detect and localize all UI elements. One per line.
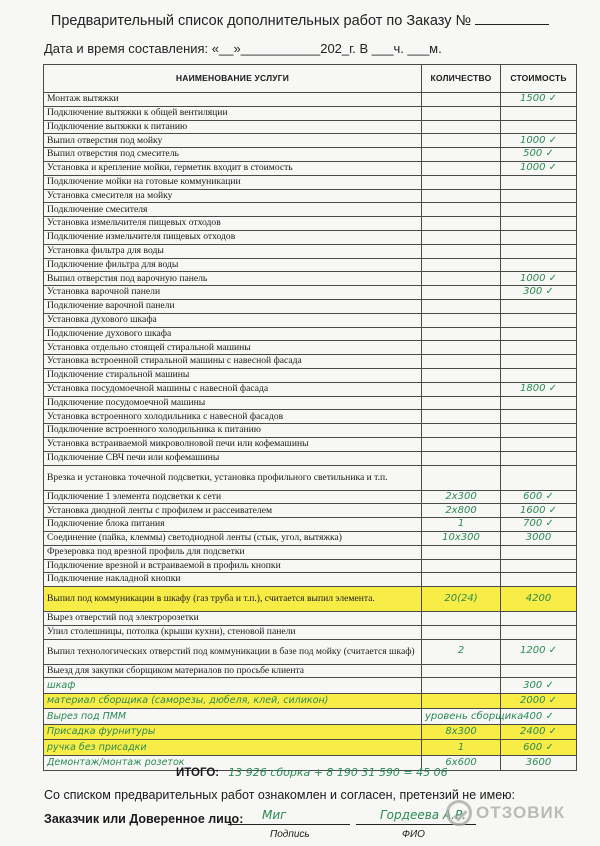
handwritten-signature: Миг xyxy=(262,808,287,822)
row-quantity-cell xyxy=(422,368,501,382)
table-row xyxy=(44,161,577,175)
table-row xyxy=(44,93,577,107)
table-row xyxy=(44,382,577,396)
signature-line xyxy=(228,824,350,825)
row-cost-cell: 600 ✓ xyxy=(501,740,577,756)
table-row xyxy=(44,451,577,465)
total-label: ИТОГО: xyxy=(176,767,220,779)
row-cost-cell: 500 ✓ xyxy=(501,148,577,162)
row-quantity-cell xyxy=(422,341,501,355)
row-quantity-cell xyxy=(422,189,501,203)
row-quantity-cell xyxy=(422,148,501,162)
row-service-cell: Выпил отверстия под варочную панель xyxy=(44,272,422,286)
row-service-cell: материал сборщика (саморезы, дюбеля, клей, силикон) xyxy=(44,693,422,709)
row-cost-cell: 3600 xyxy=(501,755,577,771)
services-table xyxy=(43,64,577,771)
table-row xyxy=(44,244,577,258)
row-quantity-cell: 2х800 xyxy=(422,504,501,518)
row-cost-cell xyxy=(501,203,577,217)
row-service-cell: Врезка и установка точечной подсветки, установка профильного светильника и т.п. xyxy=(44,465,422,490)
row-cost-cell xyxy=(501,217,577,231)
row-service-cell: шкаф xyxy=(44,678,422,694)
table-row xyxy=(44,740,577,756)
row-service-cell: Подключение вытяжки к питанию xyxy=(44,120,422,134)
row-cost-cell xyxy=(501,299,577,313)
table-row xyxy=(44,272,577,286)
row-service-cell: Установка встраиваемой микроволновой печи или кофемашины xyxy=(44,437,422,451)
row-quantity-cell: 2х300 xyxy=(422,490,501,504)
row-cost-cell xyxy=(501,451,577,465)
row-service-cell: Установка фильтра для воды xyxy=(44,244,422,258)
row-cost-cell xyxy=(501,437,577,451)
table-header-row xyxy=(44,65,577,93)
row-service-cell: Вырез под ПММ xyxy=(44,709,422,725)
table-row xyxy=(44,724,577,740)
row-service-cell: Вырез отверстий под электророзетки xyxy=(44,612,422,626)
table-row xyxy=(44,545,577,559)
row-cost-cell: 3000 xyxy=(501,531,577,545)
table-row xyxy=(44,203,577,217)
row-cost-cell: 4200 xyxy=(501,587,577,612)
table-row xyxy=(44,693,577,709)
table-row xyxy=(44,286,577,300)
row-service-cell: Выпил под коммуникации в шкафу (газ труба и т.п.), считается выпил элемента. xyxy=(44,587,422,612)
row-quantity-cell xyxy=(422,230,501,244)
row-cost-cell xyxy=(501,573,577,587)
table-row xyxy=(44,518,577,532)
table-row xyxy=(44,175,577,189)
table-row xyxy=(44,490,577,504)
row-cost-cell xyxy=(501,465,577,490)
row-cost-cell xyxy=(501,175,577,189)
row-service-cell: Выпил отверстия под смеситель xyxy=(44,148,422,162)
table-row xyxy=(44,612,577,626)
row-service-cell: Подключение СВЧ печи или кофемашины xyxy=(44,451,422,465)
row-service-cell: Подключение вытяжки к общей вентиляции xyxy=(44,106,422,120)
table-row xyxy=(44,120,577,134)
table-row xyxy=(44,531,577,545)
table-row xyxy=(44,410,577,424)
row-quantity-cell xyxy=(422,244,501,258)
table-row xyxy=(44,313,577,327)
row-service-cell: Установка варочной панели xyxy=(44,286,422,300)
row-quantity-cell xyxy=(422,612,501,626)
row-quantity-cell: 10х300 xyxy=(422,531,501,545)
row-service-cell: Соединение (пайка, клеммы) светодиодной ленты (стык, угол, вытяжка) xyxy=(44,531,422,545)
table-row xyxy=(44,437,577,451)
row-service-cell: Установка смесителя на мойку xyxy=(44,189,422,203)
row-quantity-cell xyxy=(422,286,501,300)
row-service-cell: Установка отдельно стоящей стиральной машины xyxy=(44,341,422,355)
row-cost-cell xyxy=(501,396,577,410)
row-service-cell: Подключение мойки на готовые коммуникации xyxy=(44,175,422,189)
order-number-blank xyxy=(475,13,549,25)
row-quantity-cell xyxy=(422,678,501,694)
table-row xyxy=(44,299,577,313)
row-service-cell: Установка диодной ленты с профилем и рассеивателем xyxy=(44,504,422,518)
row-cost-cell xyxy=(501,313,577,327)
row-service-cell: Подключение духового шкафа xyxy=(44,327,422,341)
row-quantity-cell xyxy=(422,299,501,313)
table-row xyxy=(44,396,577,410)
row-quantity-cell: 6х600 xyxy=(422,755,501,771)
watermark-text: ОТЗОВИК xyxy=(476,803,566,822)
table-row xyxy=(44,355,577,369)
row-cost-cell xyxy=(501,341,577,355)
row-cost-cell xyxy=(501,189,577,203)
row-cost-cell: 1200 ✓ xyxy=(501,639,577,664)
row-quantity-cell xyxy=(422,559,501,573)
row-quantity-cell xyxy=(422,203,501,217)
table-row xyxy=(44,368,577,382)
row-quantity-cell xyxy=(422,451,501,465)
row-service-cell: ручка без присадки xyxy=(44,740,422,756)
otzovik-logo-icon xyxy=(446,800,472,826)
row-quantity-cell: 2 xyxy=(422,639,501,664)
row-cost-cell: 400 ✓ xyxy=(501,709,577,725)
row-service-cell: Подключение смесителя xyxy=(44,203,422,217)
row-cost-cell: 1500 ✓ xyxy=(501,93,577,107)
table-row xyxy=(44,217,577,231)
row-quantity-cell xyxy=(422,161,501,175)
row-service-cell: Фрезеровка под врезной профиль для подсветки xyxy=(44,545,422,559)
row-quantity-cell xyxy=(422,573,501,587)
column-header-cost: СТОИМОСТЬ xyxy=(501,65,577,93)
column-header-quantity: КОЛИЧЕСТВО xyxy=(422,65,501,93)
total-line xyxy=(176,766,448,779)
row-quantity-cell xyxy=(422,175,501,189)
row-service-cell: Подключение встроенного холодильника к питанию xyxy=(44,424,422,438)
row-service-cell: Подключение стиральной машины xyxy=(44,368,422,382)
row-quantity-cell xyxy=(422,355,501,369)
table-body xyxy=(44,93,577,771)
consent-statement: Со списком предварительных работ ознакомлен и согласен, претензий не имею: xyxy=(44,788,516,802)
row-service-cell: Подключение блока питания xyxy=(44,518,422,532)
row-cost-cell: 300 ✓ xyxy=(501,286,577,300)
row-quantity-cell xyxy=(422,625,501,639)
row-cost-cell xyxy=(501,424,577,438)
row-cost-cell xyxy=(501,612,577,626)
row-quantity-cell xyxy=(422,134,501,148)
row-cost-cell: 1000 ✓ xyxy=(501,272,577,286)
row-quantity-cell xyxy=(422,664,501,678)
date-line: Дата и время составления: «__»___________202_г. В ___ч. ___м. xyxy=(44,41,442,56)
row-cost-cell: 2400 ✓ xyxy=(501,724,577,740)
row-cost-cell: 1800 ✓ xyxy=(501,382,577,396)
title-text: Предварительный список дополнительных работ по Заказу № xyxy=(50,13,472,29)
row-quantity-cell xyxy=(422,410,501,424)
row-service-cell: Присадка фурнитуры xyxy=(44,724,422,740)
column-header-service: НАИМЕНОВАНИЕ УСЛУГИ xyxy=(44,65,422,93)
row-cost-cell xyxy=(501,559,577,573)
row-quantity-cell xyxy=(422,693,501,709)
row-service-cell: Подключение посудомоечной машины xyxy=(44,396,422,410)
row-quantity-cell xyxy=(422,93,501,107)
row-service-cell: Упил столешницы, потолка (крыши кухни), стеновой панели xyxy=(44,625,422,639)
name-caption: ФИО xyxy=(402,829,425,840)
row-cost-cell xyxy=(501,545,577,559)
row-cost-cell xyxy=(501,355,577,369)
row-service-cell: Установка измельчителя пищевых отходов xyxy=(44,217,422,231)
row-cost-cell: 300 ✓ xyxy=(501,678,577,694)
table-row xyxy=(44,106,577,120)
row-cost-cell: 1000 ✓ xyxy=(501,134,577,148)
table-row xyxy=(44,189,577,203)
row-service-cell: Установка и крепление мойки, герметик входит в стоимость xyxy=(44,161,422,175)
row-quantity-cell: 20(24) xyxy=(422,587,501,612)
row-service-cell: Подключение варочной панели xyxy=(44,299,422,313)
row-quantity-cell: 1 xyxy=(422,518,501,532)
row-cost-cell xyxy=(501,368,577,382)
row-cost-cell xyxy=(501,327,577,341)
signature-caption: Подпись xyxy=(270,829,310,840)
row-cost-cell xyxy=(501,230,577,244)
row-quantity-cell xyxy=(422,424,501,438)
row-cost-cell: 2000 ✓ xyxy=(501,693,577,709)
row-quantity-cell xyxy=(422,396,501,410)
row-quantity-cell xyxy=(422,106,501,120)
row-service-cell: Установка духового шкафа xyxy=(44,313,422,327)
table-row xyxy=(44,709,577,725)
row-quantity-cell xyxy=(422,382,501,396)
row-service-cell: Монтаж вытяжки xyxy=(44,93,422,107)
row-cost-cell xyxy=(501,120,577,134)
row-service-cell: Установка встроенной стиральной машины с навесной фасада xyxy=(44,355,422,369)
row-service-cell: Подключение фильтра для воды xyxy=(44,258,422,272)
row-cost-cell: 1000 ✓ xyxy=(501,161,577,175)
row-service-cell: Выпил отверстия под мойку xyxy=(44,134,422,148)
row-quantity-cell xyxy=(422,217,501,231)
table-row xyxy=(44,587,577,612)
row-cost-cell: 700 ✓ xyxy=(501,518,577,532)
table-row xyxy=(44,341,577,355)
row-cost-cell xyxy=(501,244,577,258)
table-row xyxy=(44,230,577,244)
table-row xyxy=(44,504,577,518)
row-service-cell: Подключение 1 элемента подсветки к сети xyxy=(44,490,422,504)
row-quantity-cell: 8х300 xyxy=(422,724,501,740)
row-service-cell: Выпил технологических отверстий под коммуникации в базе под мойку (считается шкаф) xyxy=(44,639,422,664)
table-row xyxy=(44,465,577,490)
row-service-cell: Подключение измельчителя пищевых отходов xyxy=(44,230,422,244)
row-cost-cell xyxy=(501,258,577,272)
row-quantity-cell: 1 xyxy=(422,740,501,756)
row-cost-cell xyxy=(501,664,577,678)
total-value: 13 926 сборка + 8 190 31 590 = 45 06 xyxy=(228,766,448,779)
table-row xyxy=(44,639,577,664)
row-quantity-cell xyxy=(422,327,501,341)
table-row xyxy=(44,134,577,148)
row-cost-cell xyxy=(501,106,577,120)
row-service-cell: Демонтаж/монтаж розеток xyxy=(44,755,422,771)
table-row xyxy=(44,664,577,678)
handwritten-name: Гордеева А.Р. xyxy=(380,808,467,822)
signer-label: Заказчик или Доверенное лицо: xyxy=(44,812,244,826)
table-row xyxy=(44,148,577,162)
row-quantity-cell xyxy=(422,313,501,327)
row-quantity-cell xyxy=(422,120,501,134)
document-title xyxy=(0,13,600,29)
row-service-cell: Установка встроенного холодильника с навесной фасадов xyxy=(44,410,422,424)
table-row xyxy=(44,424,577,438)
row-cost-cell xyxy=(501,410,577,424)
row-cost-cell: 600 ✓ xyxy=(501,490,577,504)
row-service-cell: Выезд для закупки сборщиком материалов по просьбе клиента xyxy=(44,664,422,678)
table-row xyxy=(44,625,577,639)
row-service-cell: Установка посудомоечной машины с навесной фасада xyxy=(44,382,422,396)
row-cost-cell xyxy=(501,625,577,639)
row-service-cell: Подключение врезной и встраиваемой в профиль кнопки xyxy=(44,559,422,573)
row-quantity-cell: уровень сборщика xyxy=(422,709,501,725)
row-quantity-cell xyxy=(422,272,501,286)
row-cost-cell: 1600 ✓ xyxy=(501,504,577,518)
table-row xyxy=(44,258,577,272)
table-row xyxy=(44,559,577,573)
table-row xyxy=(44,678,577,694)
row-quantity-cell xyxy=(422,437,501,451)
row-service-cell: Подключение накладной кнопки xyxy=(44,573,422,587)
table-row xyxy=(44,327,577,341)
otzovik-watermark xyxy=(446,800,565,826)
row-quantity-cell xyxy=(422,545,501,559)
row-quantity-cell xyxy=(422,258,501,272)
row-quantity-cell xyxy=(422,465,501,490)
table-row xyxy=(44,573,577,587)
